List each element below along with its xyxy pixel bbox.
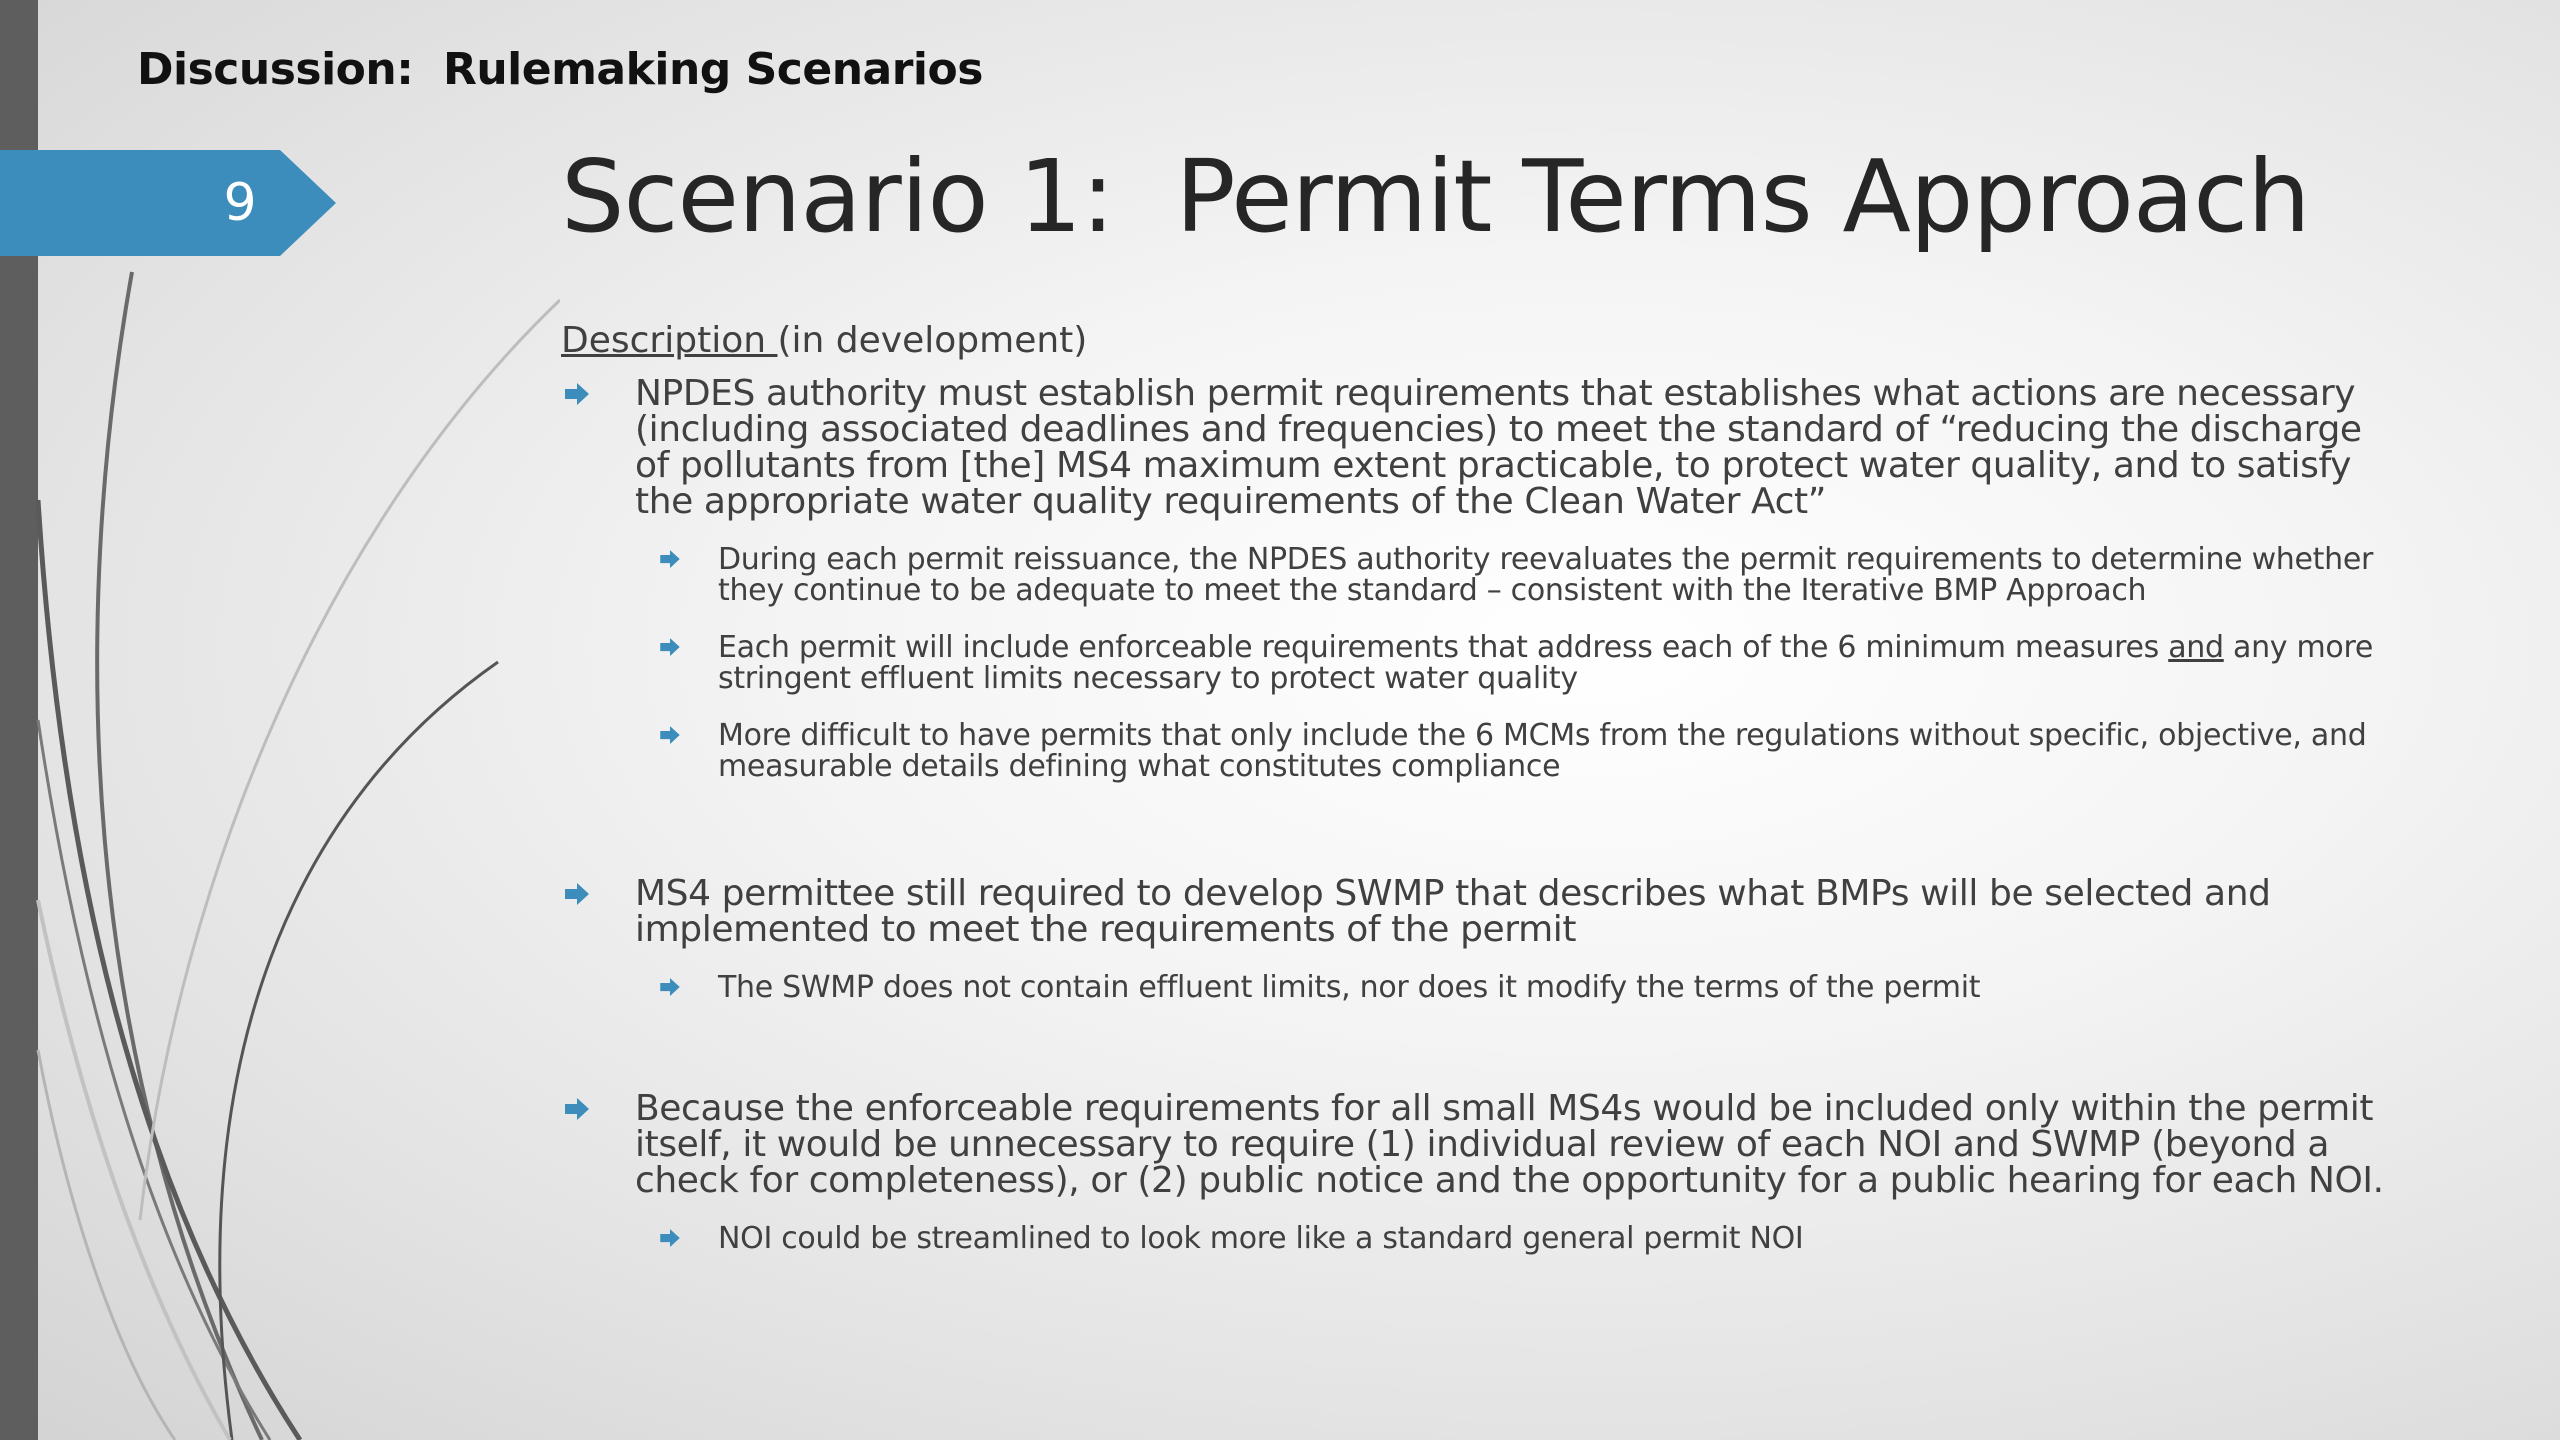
sub-bullet-text: More difficult to have permits that only include the 6 MCMs from the regulations without specific, objective, and measurable details defining what constitutes compliance [718, 718, 2367, 784]
arrow-right-icon [657, 1225, 683, 1251]
sub-bullet-text: The SWMP does not contain effluent limits, nor does it modify the terms of the permit [718, 970, 1981, 1005]
arrow-right-icon [657, 722, 683, 748]
sub-bullet-text: NOI could be streamlined to look more like a standard general permit NOI [718, 1221, 1804, 1256]
arrow-right-icon [657, 634, 683, 660]
sub-bullet-item [561, 1223, 2401, 1254]
page-number-tab [0, 150, 336, 256]
sub-bullet-text-start: Each permit will include enforceable requirements that address each of the 6 minimum measures [718, 630, 2169, 665]
arrow-right-icon [657, 546, 683, 572]
sub-bullet-underlined-word: and [2168, 630, 2224, 665]
sub-bullet-item [561, 544, 2401, 606]
bullet-text: NPDES authority must establish permit requirements that establishes what actions are necessary (including associated deadlines and frequencies) to meet the standard of “reducing the discharge of pollutants from [the] MS4 maximum extent practicable, to protect water quality, and to satisfy the appropriate water quality requirements of the Clean Water Act” [635, 373, 2362, 522]
bullet-text: MS4 permittee still required to develop SWMP that describes what BMPs will be selected and implemented to meet the requirements of the permit [635, 873, 2271, 950]
description-note: (in development) [777, 320, 1088, 361]
bullet-item [561, 873, 2401, 950]
sub-bullet-item [561, 632, 2401, 694]
slide-title: Scenario 1: Permit Terms Approach [561, 138, 2310, 255]
arrow-right-icon [561, 878, 593, 910]
slide-content [561, 316, 2401, 1254]
bullet-text: Because the enforceable requirements for all small MS4s would be included only within the permit itself, it would be unnecessary to require (1) individual review of each NOI and SWMP (beyond a check for completeness), or (2) public notice and the opportunity for a public hearing for each NOI. [635, 1088, 2384, 1201]
description-heading [561, 316, 2401, 366]
sub-bullet-item [561, 720, 2401, 782]
section-header: Discussion: Rulemaking Scenarios [137, 44, 983, 95]
bullet-item [561, 373, 2401, 522]
arrow-right-icon [657, 974, 683, 1000]
arrow-right-icon [561, 378, 593, 410]
page-tab-arrow-shape [0, 150, 336, 256]
description-label: Description [561, 320, 778, 361]
page-number: 9 [223, 173, 257, 233]
arrow-right-icon [561, 1093, 593, 1125]
sub-bullet-item [561, 972, 2401, 1003]
sub-bullet-text: During each permit reissuance, the NPDES authority reevaluates the permit requirements to determine whether they continue to be adequate to meet the standard – consistent with the Iterative BMP Approach [718, 542, 2374, 608]
bullet-item [561, 1088, 2401, 1201]
sub-bullet-text-end: any more stringent effluent limits necessary to protect water quality [718, 630, 2373, 696]
